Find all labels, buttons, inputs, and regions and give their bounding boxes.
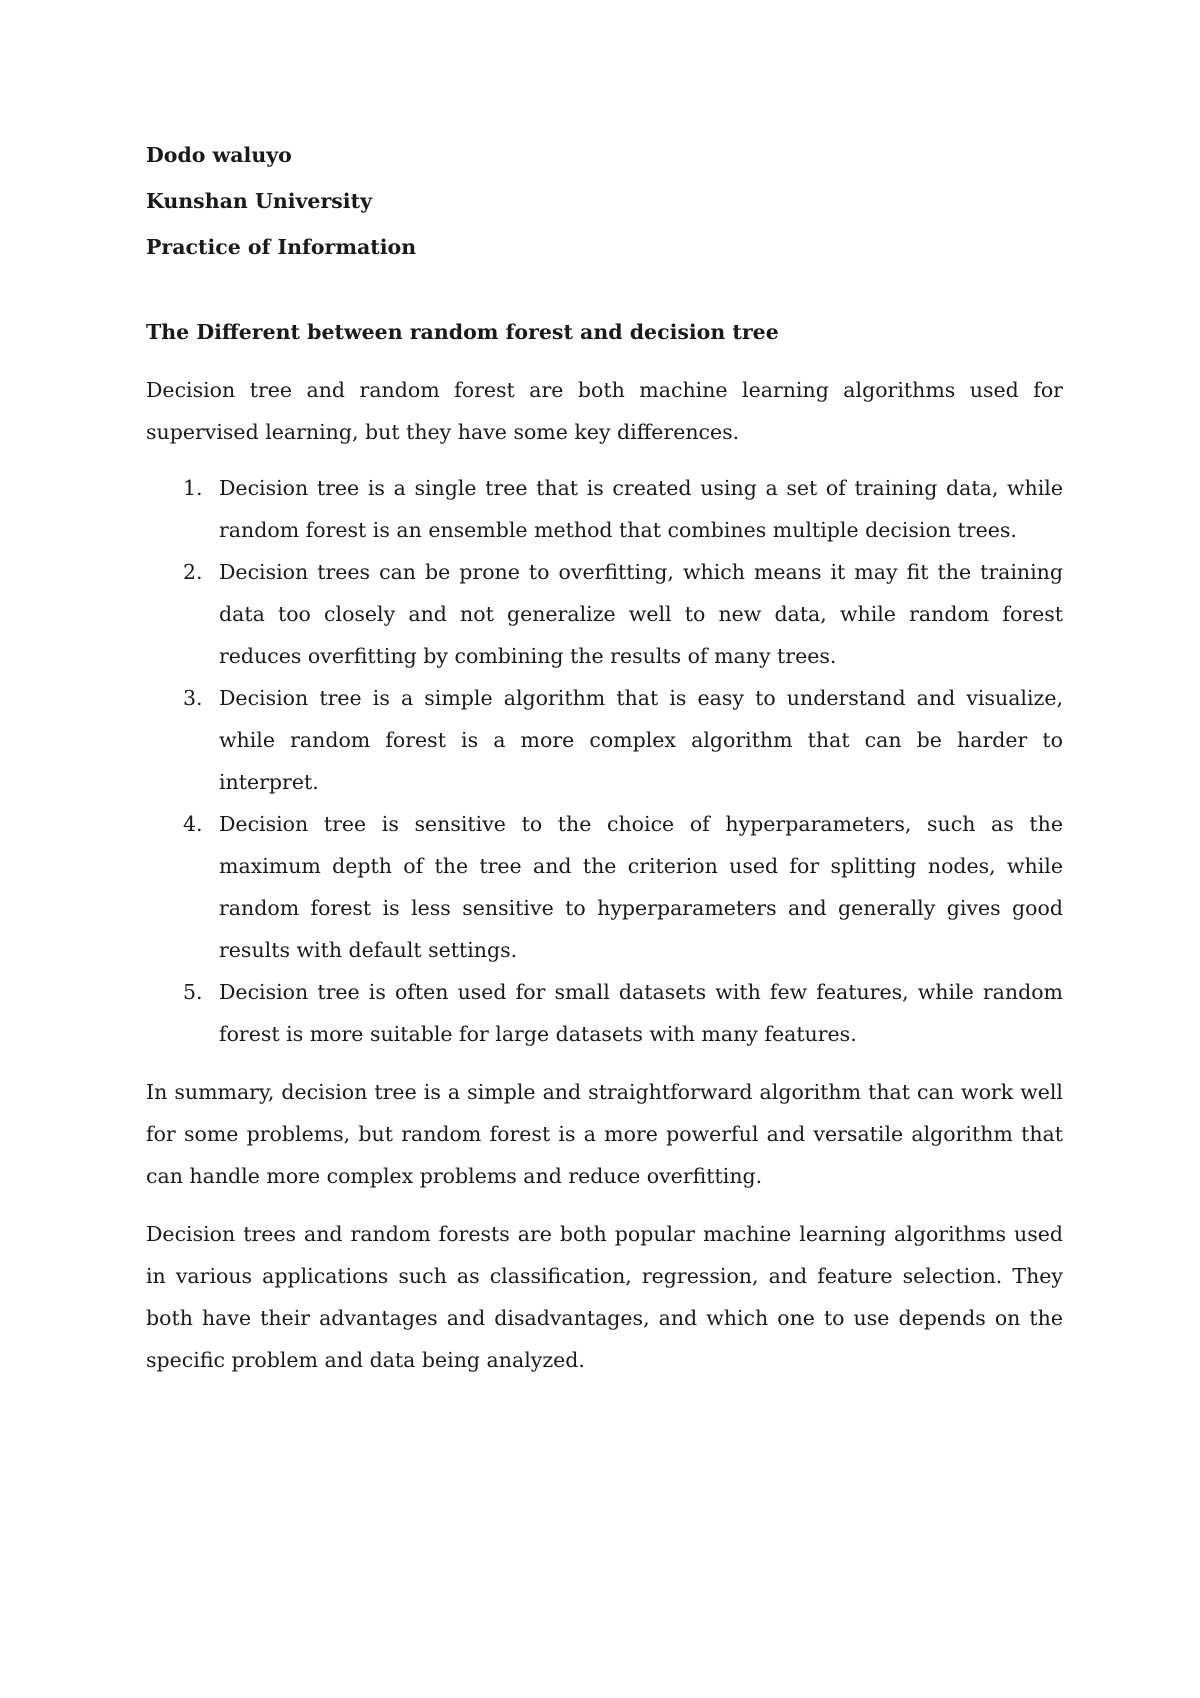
- list-item: [146, 467, 1063, 551]
- document-title: The Different between random forest and decision tree: [146, 320, 779, 344]
- course-name: Practice of Information: [146, 235, 417, 259]
- university-name: Kunshan University: [146, 189, 372, 213]
- list-item: [146, 677, 1063, 803]
- list-number: 5.: [183, 980, 203, 1004]
- list-item-text: Decision tree is a simple algorithm that is easy to understand and visualize, while random forest is a more complex algorithm that can be harder to interpret.: [219, 686, 1063, 794]
- list-number: 3.: [183, 686, 203, 710]
- list-item: [146, 551, 1063, 677]
- summary-paragraph: In summary, decision tree is a simple and straightforward algorithm that can work well for some problems, but random forest is a more powerful and versatile algorithm that can handle more complex problems and reduce overfitting.: [146, 1080, 1063, 1188]
- list-number: 1.: [183, 476, 203, 500]
- author-name: Dodo waluyo: [146, 143, 292, 167]
- list-item-text: Decision tree is often used for small datasets with few features, while random forest is more suitable for large datasets with many features.: [219, 980, 1063, 1046]
- intro-paragraph: Decision tree and random forest are both machine learning algorithms used for supervised learning, but they have some key differences.: [146, 378, 1063, 444]
- list-item-text: Decision trees can be prone to overfitting, which means it may fit the training data too closely and not generalize well to new data, while random forest reduces overfitting by combining the results of many trees.: [219, 560, 1063, 668]
- list-item-text: Decision tree is sensitive to the choice of hyperparameters, such as the maximum depth of the tree and the criterion used for splitting nodes, while random forest is less sensitive to hyperparameters and generally gives good results with default settings.: [219, 812, 1063, 962]
- list-item: [146, 803, 1063, 971]
- list-number: 4.: [183, 812, 203, 836]
- list-number: 2.: [183, 560, 203, 584]
- list-item: [146, 971, 1063, 1055]
- differences-list: [146, 467, 1063, 1055]
- closing-paragraph: Decision trees and random forests are both popular machine learning algorithms used in various applications such as classification, regression, and feature selection. They both have their advantages and disadvantages, and which one to use depends on the specific problem and data being analyzed.: [146, 1222, 1063, 1372]
- document-body: [146, 142, 1063, 1381]
- list-item-text: Decision tree is a single tree that is created using a set of training data, while random forest is an ensemble method that combines multiple decision trees.: [219, 476, 1063, 542]
